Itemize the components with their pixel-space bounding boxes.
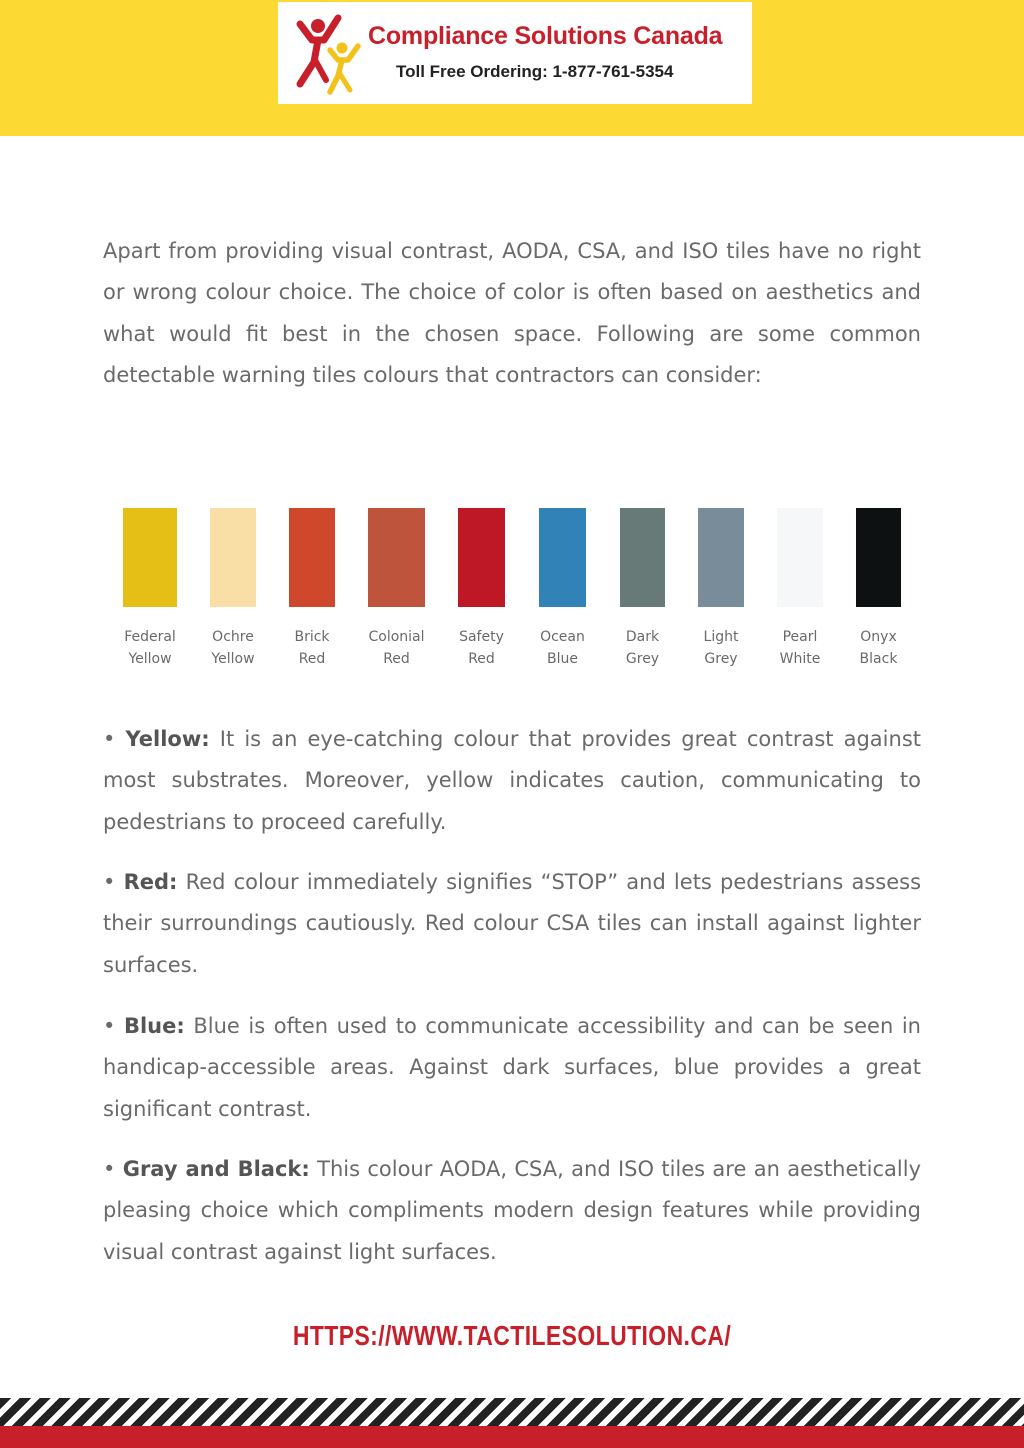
swatch-label-line2: Yellow [211, 651, 255, 667]
toll-free-phone: Toll Free Ordering: 1-877-761-5354 [396, 62, 674, 81]
swatch-label-line1: Colonial [368, 629, 425, 645]
swatch-label-line1: Brick [294, 629, 330, 645]
swatch-label [834, 626, 924, 670]
bullet-yellow: • Yellow: It is an eye-catching colour that provides great contrast against most substrates. Moreover, yellow indicates caution, communicating to pedestrians to proceed carefully. [103, 727, 921, 834]
swatch-light-grey [698, 508, 744, 607]
swatch-label [755, 626, 845, 670]
swatch-onyx-black [856, 508, 901, 607]
intro-paragraph: Apart from providing visual contrast, AODA, CSA, and ISO tiles have no right or wrong colour choice. The choice of color is often based on aesthetics and what would fit best in the chosen space. Following are some common detectable warning tiles colours that contractors can consider: [103, 239, 921, 387]
swatch-label [676, 626, 766, 670]
swatch-label-line2: Red [298, 651, 326, 667]
swatch-label-line1: Pearl [782, 629, 818, 645]
swatch-safety-red [458, 508, 505, 607]
footer-band [0, 1426, 1024, 1448]
swatch-ocean-blue [539, 508, 586, 607]
swatch-federal-yellow [123, 508, 177, 607]
swatch-label [188, 626, 278, 670]
swatch-label [518, 626, 608, 670]
hazard-stripe [0, 1398, 1024, 1426]
swatch-label-line1: Ocean [540, 629, 585, 645]
bullet-label: Blue: [123, 1014, 185, 1038]
bullet-text: Blue is often used to communicate accessibility and can be seen in handicap-accessible areas. Against dark surfaces, blue provides a great significant contrast. [103, 1014, 921, 1121]
swatch-label [437, 626, 527, 670]
bullet-gray-black: • Gray and Black: This colour AODA, CSA, and ISO tiles are an aesthetically pleasing choice which compliments modern design features while providing visual contrast against light surfaces. [103, 1157, 921, 1264]
swatch-label-line2: Grey [625, 651, 660, 667]
swatch-label-line1: Safety [459, 629, 504, 645]
swatch-colonial-red [368, 508, 425, 607]
swatch-label-line1: Dark [625, 629, 660, 645]
swatch-label-line1: Ochre [212, 629, 254, 645]
bullet-text: Red colour immediately signifies “STOP” and lets pedestrians assess their surroundings cautiously. Red colour CSA tiles can install against lighter surfaces. [103, 870, 922, 977]
swatch-pearl-white [777, 508, 823, 607]
bullet-label: Red: [123, 870, 178, 894]
swatch-label-line2: Black [859, 651, 898, 667]
swatch-label-line2: White [779, 651, 821, 667]
company-name: Compliance Solutions Canada [368, 22, 723, 50]
swatch-label [598, 626, 688, 670]
swatch-label [352, 626, 442, 670]
swatch-label-line2: Yellow [128, 651, 172, 667]
swatch-label-line2: Grey [704, 651, 738, 667]
swatch-label-line1: Onyx [860, 629, 897, 645]
website-link[interactable]: HTTPS://WWW.TACTILESOLUTION.CA/ [292, 1320, 732, 1351]
bullet-label: Gray and Black: [122, 1157, 310, 1181]
swatch-label-line2: Blue [547, 651, 578, 667]
colour-swatches [0, 0, 1024, 700]
swatch-label-line1: Federal [124, 629, 176, 645]
swatch-label [267, 626, 357, 670]
bullet-label: Yellow: [125, 727, 210, 751]
swatch-dark-grey [620, 508, 665, 607]
swatch-label [105, 626, 195, 670]
swatch-label-line2: Red [468, 651, 495, 667]
swatch-label-line1: Light [703, 629, 739, 645]
swatch-label-line2: Red [383, 651, 410, 667]
bullet-text: This colour AODA, CSA, and ISO tiles are an aesthetically pleasing choice which compliments modern design features while providing visual contrast against light surfaces. [103, 1157, 921, 1264]
swatch-brick-red [289, 508, 335, 607]
bullet-blue: • Blue: Blue is often used to communicate accessibility and can be seen in handicap-accessible areas. Against dark surfaces, blue provides a great significant contrast. [103, 1014, 921, 1121]
bullet-red: • Red: Red colour immediately signifies “STOP” and lets pedestrians assess their surroundings cautiously. Red colour CSA tiles can install against lighter surfaces. [103, 870, 922, 977]
bullet-text: It is an eye-catching colour that provides great contrast against most substrates. Moreover, yellow indicates caution, communicating to pedestrians to proceed carefully. [103, 727, 921, 834]
swatch-ochre-yellow [210, 508, 256, 607]
